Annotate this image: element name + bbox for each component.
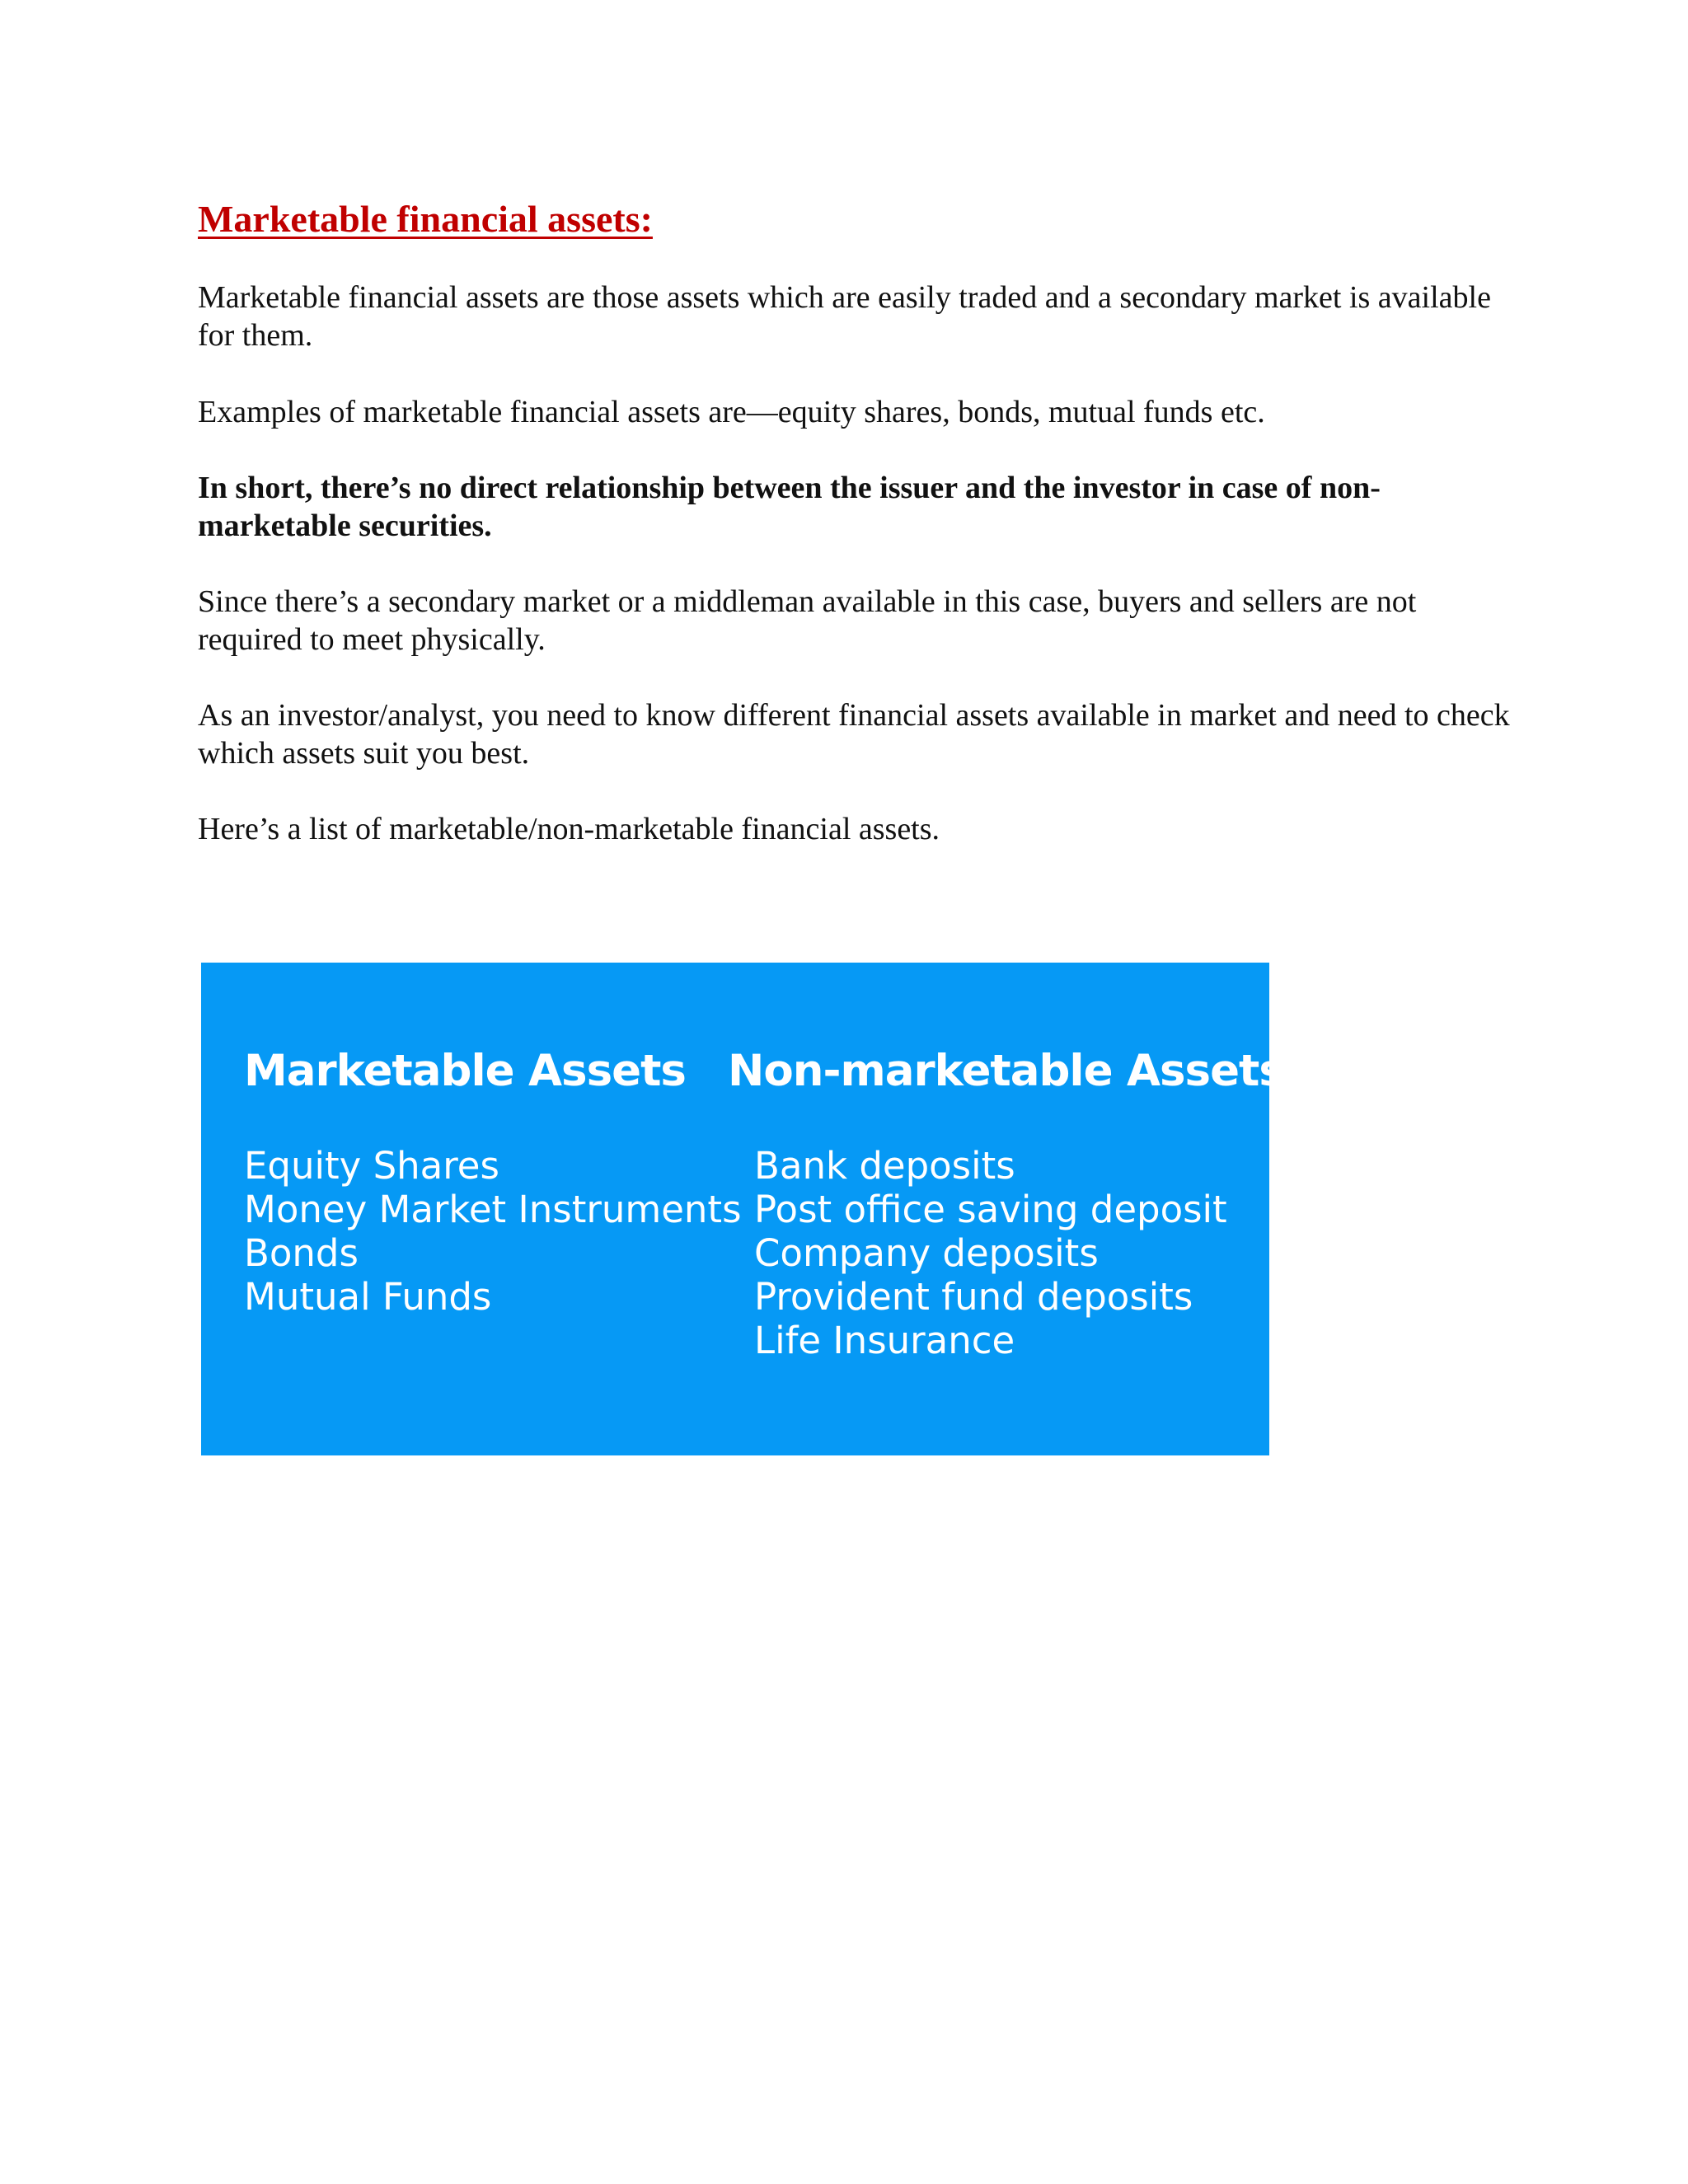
marketable-assets-list	[244, 1144, 742, 1319]
list-item: Provident fund deposits	[754, 1275, 1193, 1319]
non-marketable-assets-title: Non-marketable Assets	[728, 1046, 1284, 1096]
list-item: Post office saving deposit	[754, 1188, 1227, 1231]
paragraph-examples: Examples of marketable financial assets are—equity shares, bonds, mutual funds etc.	[198, 395, 1265, 429]
list-item: Life Insurance	[754, 1319, 1015, 1362]
paragraph-definition: Marketable financial assets are those assets which are easily traded and a secondary market is available for them.	[198, 280, 1491, 353]
paragraph-summary-bold: In short, there’s no direct relationship between the issuer and the investor in case of non-marketable securities.	[198, 471, 1381, 543]
assets-comparison-image	[201, 963, 1284, 1455]
marketable-assets-title: Marketable Assets	[244, 1046, 686, 1096]
paragraph-investor-advice: As an investor/analyst, you need to know different financial assets available in market and need to check which assets suit you best.	[198, 698, 1510, 771]
non-marketable-assets-list	[754, 1144, 1227, 1362]
list-item: Equity Shares	[244, 1144, 499, 1188]
list-item: Bonds	[244, 1231, 359, 1275]
list-item: Company deposits	[754, 1231, 1099, 1275]
list-item: Bank deposits	[754, 1144, 1015, 1188]
page-heading: Marketable financial assets:	[198, 198, 653, 240]
paragraph-secondary-market: Since there’s a secondary market or a middleman available in this case, buyers and sellers are not required to meet physically.	[198, 584, 1417, 657]
list-item: Mutual Funds	[244, 1275, 492, 1319]
list-item: Money Market Instruments	[244, 1188, 742, 1231]
paragraph-list-intro: Here’s a list of marketable/non-marketable financial assets.	[198, 812, 940, 846]
